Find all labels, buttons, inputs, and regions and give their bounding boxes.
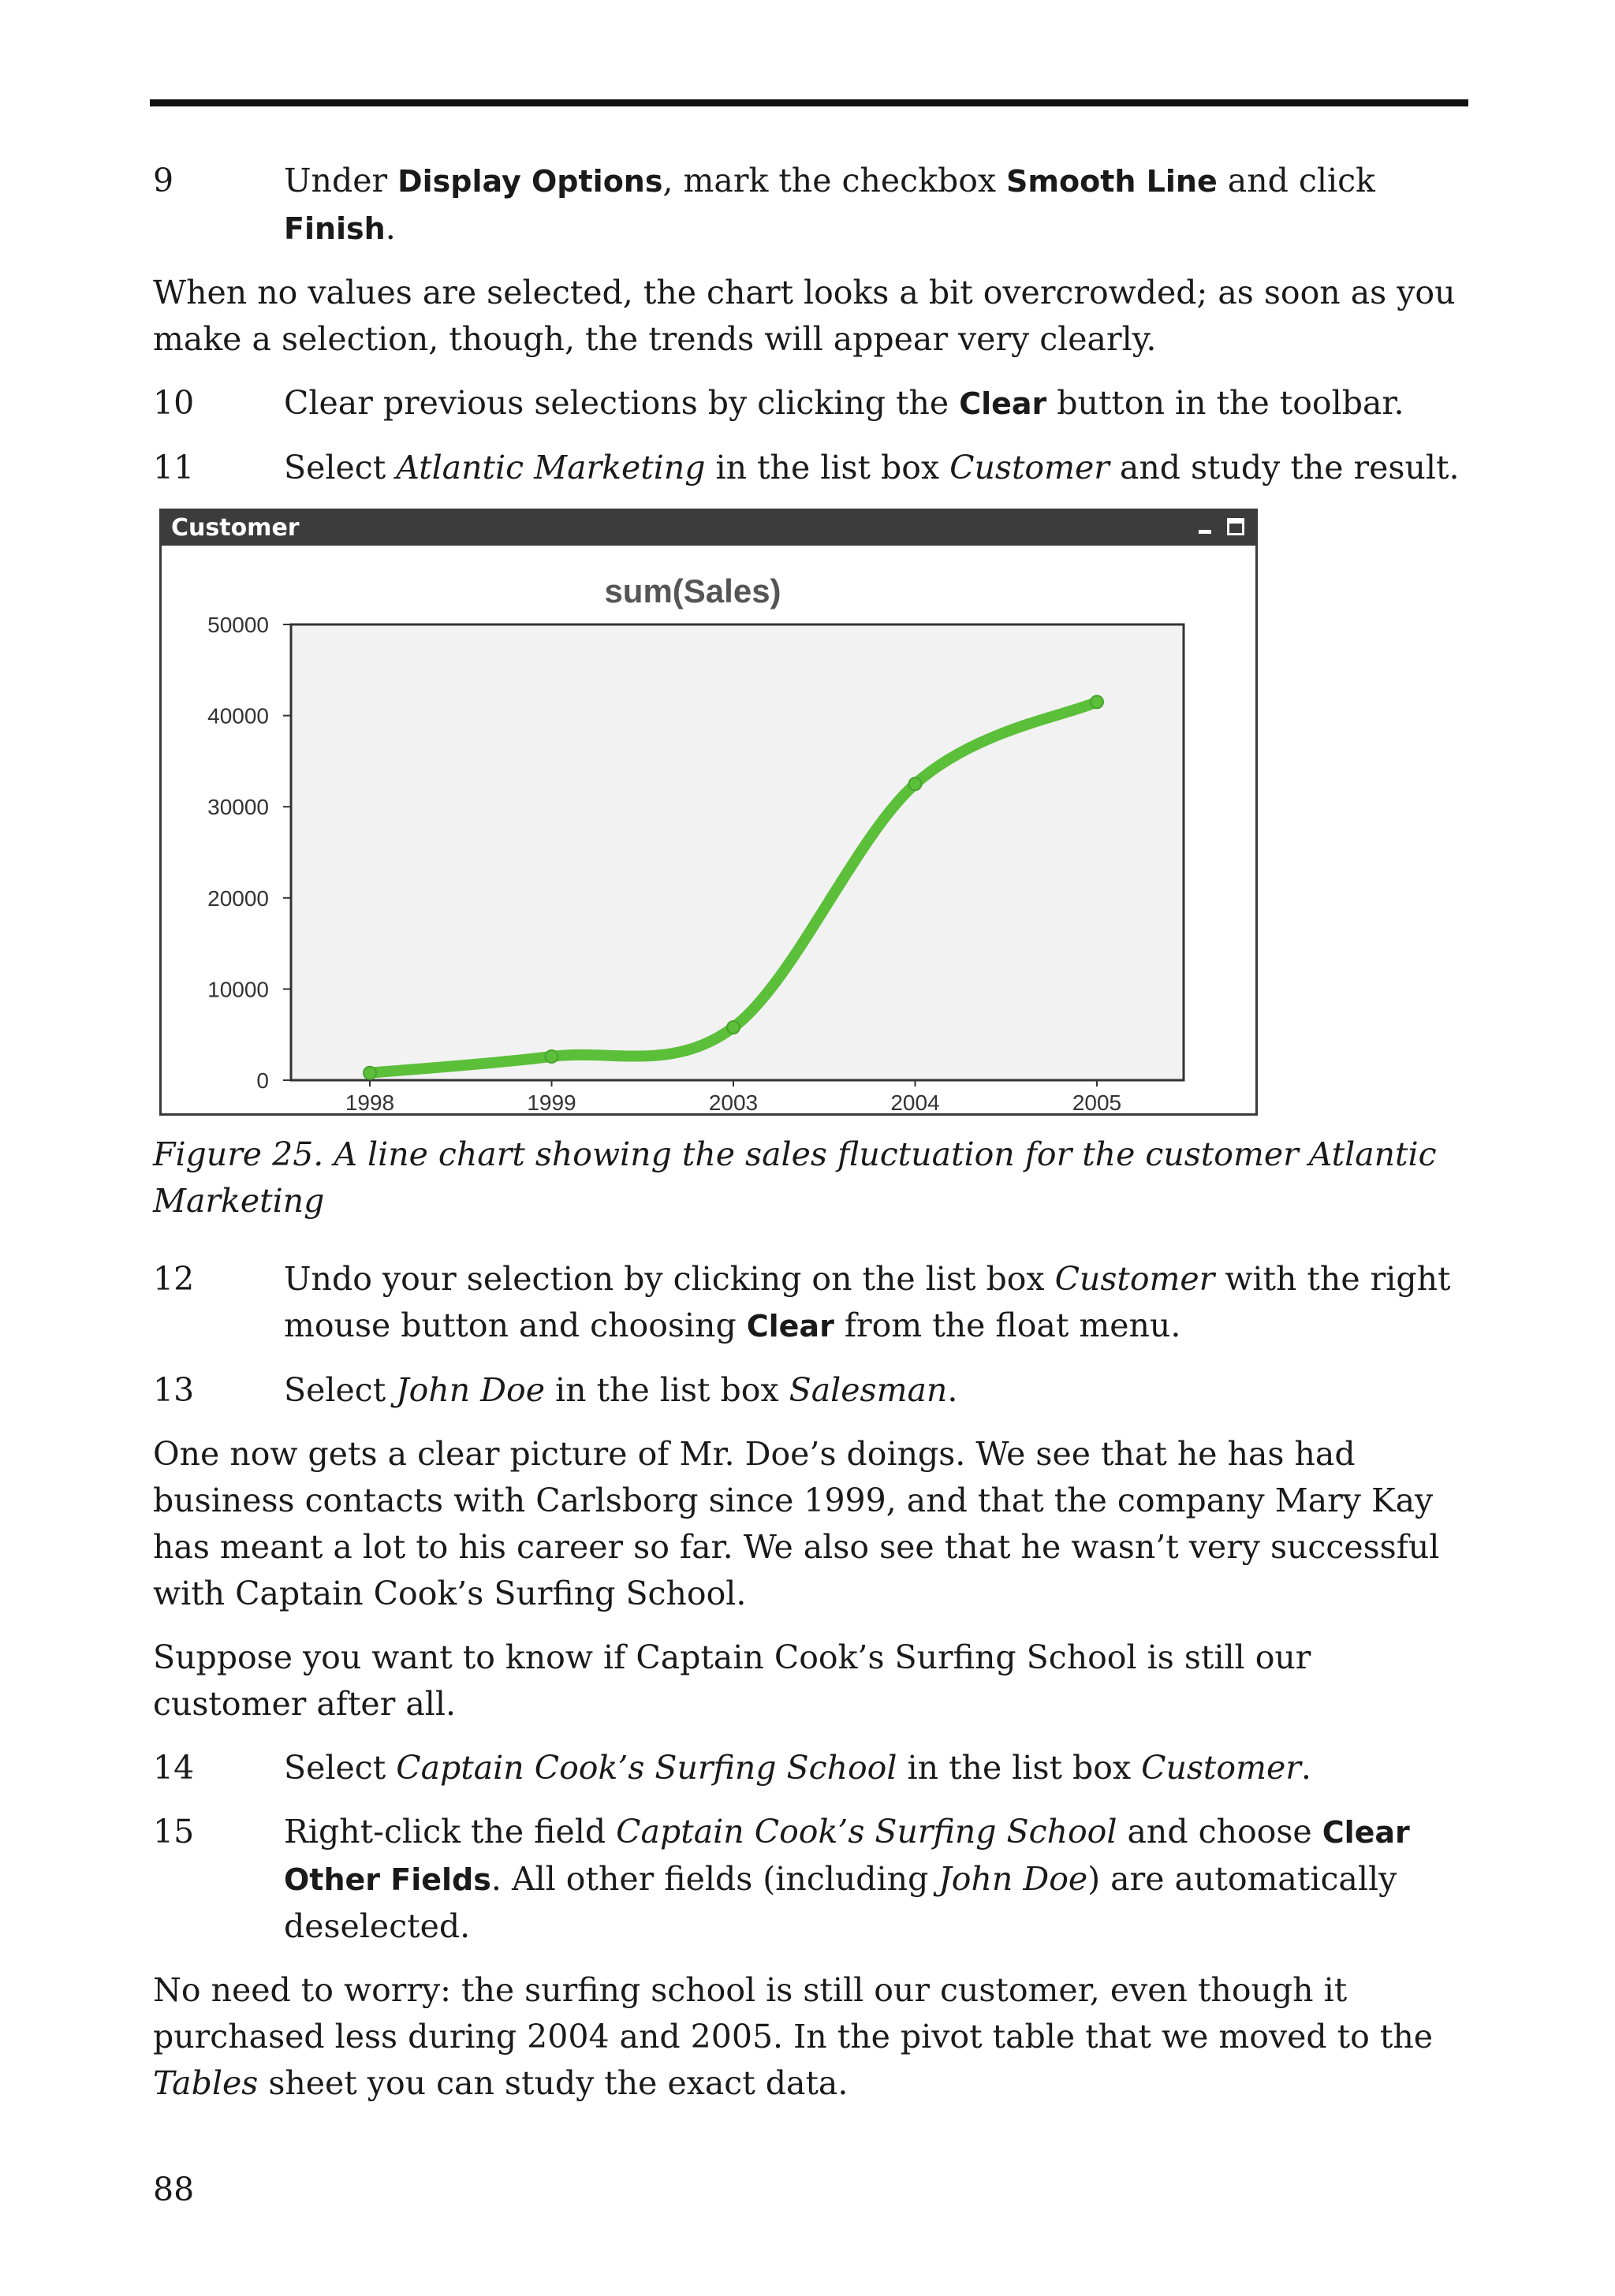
emphasis: Atlantic Marketing [396, 449, 706, 486]
data-point [727, 1021, 740, 1034]
x-tick-label: 1998 [345, 1090, 395, 1113]
text-run: button in the toolbar. [1046, 384, 1404, 422]
data-point [1091, 695, 1103, 708]
text-run: No need to worry: the surfing school is still our customer, even though it purchased less during 2004 and 2005. In the pivot table that we moved to the [153, 1971, 1434, 2056]
emphasis: Customer [1141, 1749, 1301, 1787]
step-13 [153, 1367, 1468, 1414]
step-number: 11 [153, 449, 195, 486]
step-text [284, 380, 1468, 427]
data-point [909, 777, 922, 790]
data-point [546, 1050, 558, 1063]
chart-title: sum(Sales) [604, 572, 781, 609]
y-tick-label: 50000 [207, 613, 269, 637]
step-11 [153, 445, 1468, 491]
step-10 [153, 380, 1468, 427]
text-run: Undo your selection by clicking on the list box [284, 1260, 1055, 1298]
emphasis: John Doe [396, 1371, 545, 1409]
x-tick-label: 2005 [1072, 1090, 1122, 1113]
emphasis: Salesman [789, 1371, 948, 1409]
text-run: Select [284, 1749, 397, 1787]
step-number: 13 [153, 1371, 195, 1409]
y-tick-label: 40000 [207, 703, 269, 729]
text-run: . All other fields (including [490, 1860, 939, 1898]
ui-term: Clear [959, 386, 1047, 421]
emphasis: Customer [1054, 1260, 1215, 1298]
step-number: 15 [153, 1813, 195, 1851]
ui-term: Clear Other Fields [284, 1815, 1410, 1897]
step-text [284, 1256, 1468, 1350]
page-content [153, 158, 1468, 2124]
step-9 [153, 158, 1468, 252]
emphasis: Customer [949, 449, 1110, 486]
paragraph: One now gets a clear picture of Mr. Doe’s doings. We see that he has had business contacts with Carlsborg since 1999, and that the company Mary Kay has meant a lot to his career so far. We also see that he wasn’t very successful with Captain Cook’s Surfing School. [153, 1435, 1440, 1612]
ui-term: Smooth Line [1006, 164, 1218, 199]
paragraph: When no values are selected, the chart looks a bit overcrowded; as soon as you make a selection, though, the trends will appear very clearly. [153, 274, 1456, 358]
text-run: Under [284, 162, 398, 199]
y-tick-label: 20000 [207, 885, 269, 911]
step-number: 12 [153, 1260, 195, 1298]
page-number: 88 [153, 2171, 195, 2208]
text-run: Select [284, 449, 397, 486]
paragraph [153, 1967, 1468, 2107]
step-text [284, 445, 1468, 491]
y-tick-label: 30000 [207, 795, 269, 820]
figure-caption: Figure 25. A line chart showing the sales fluctuation for the customer Atlantic Marketing [153, 1135, 1437, 1220]
step-number: 10 [153, 384, 195, 422]
step-number: 9 [153, 162, 174, 199]
text-run: in the list box [897, 1749, 1142, 1787]
step-14 [153, 1745, 1468, 1791]
paragraph: Suppose you want to know if Captain Cook’s Surfing School is still our customer after all. [153, 1638, 1311, 1723]
text-run: . [1300, 1749, 1311, 1787]
chart-window-title: Customer [171, 514, 300, 542]
emphasis: Captain Cook’s Surfing School [616, 1813, 1117, 1851]
x-tick-label: 2003 [708, 1090, 759, 1113]
header-rule [150, 99, 1468, 106]
chart-window[interactable] [159, 509, 1258, 1116]
text-run: in the list box [705, 449, 950, 486]
text-run: and click [1217, 162, 1375, 199]
ui-term: Clear [746, 1309, 834, 1344]
text-run: . [947, 1371, 958, 1409]
text-run: with the right mouse button and choosing [284, 1260, 1451, 1344]
emphasis: Captain Cook’s Surfing School [396, 1749, 897, 1787]
emphasis: Tables [153, 2064, 259, 2102]
text-run: Right-click the field [284, 1813, 617, 1851]
text-run: in the list box [545, 1371, 789, 1409]
data-point [364, 1067, 376, 1079]
text-run: from the float menu. [834, 1306, 1181, 1344]
text-run: ) are automatically deselected. [284, 1860, 1397, 1945]
text-run: sheet you can study the exact data. [258, 2064, 849, 2102]
text-run: . [385, 209, 396, 247]
minimize-icon[interactable] [1197, 518, 1214, 535]
step-text [284, 1367, 1468, 1414]
text-run: and study the result. [1109, 449, 1460, 486]
step-text [284, 158, 1468, 252]
plot-area [291, 624, 1184, 1080]
x-tick-label: 2004 [890, 1090, 940, 1113]
text-run: Clear previous selections by clicking the [284, 384, 960, 422]
y-tick-label: 10000 [207, 977, 269, 1002]
step-number: 14 [153, 1749, 195, 1787]
ui-term: Display Options [397, 164, 663, 199]
y-tick-label: 0 [256, 1068, 269, 1093]
emphasis: John Doe [938, 1860, 1088, 1898]
text-run: and choose [1117, 1813, 1322, 1851]
text-run: Select [284, 1371, 397, 1409]
chart-caption-bar[interactable] [162, 511, 1255, 546]
maximize-icon[interactable] [1227, 518, 1244, 535]
step-12 [153, 1256, 1468, 1350]
x-tick-label: 1999 [527, 1090, 576, 1113]
step-text [284, 1745, 1468, 1791]
line-chart [162, 546, 1255, 1113]
text-run: , mark the checkbox [662, 162, 1007, 199]
ui-term: Finish [284, 211, 386, 246]
step-15 [153, 1809, 1468, 1950]
step-text [284, 1809, 1468, 1950]
